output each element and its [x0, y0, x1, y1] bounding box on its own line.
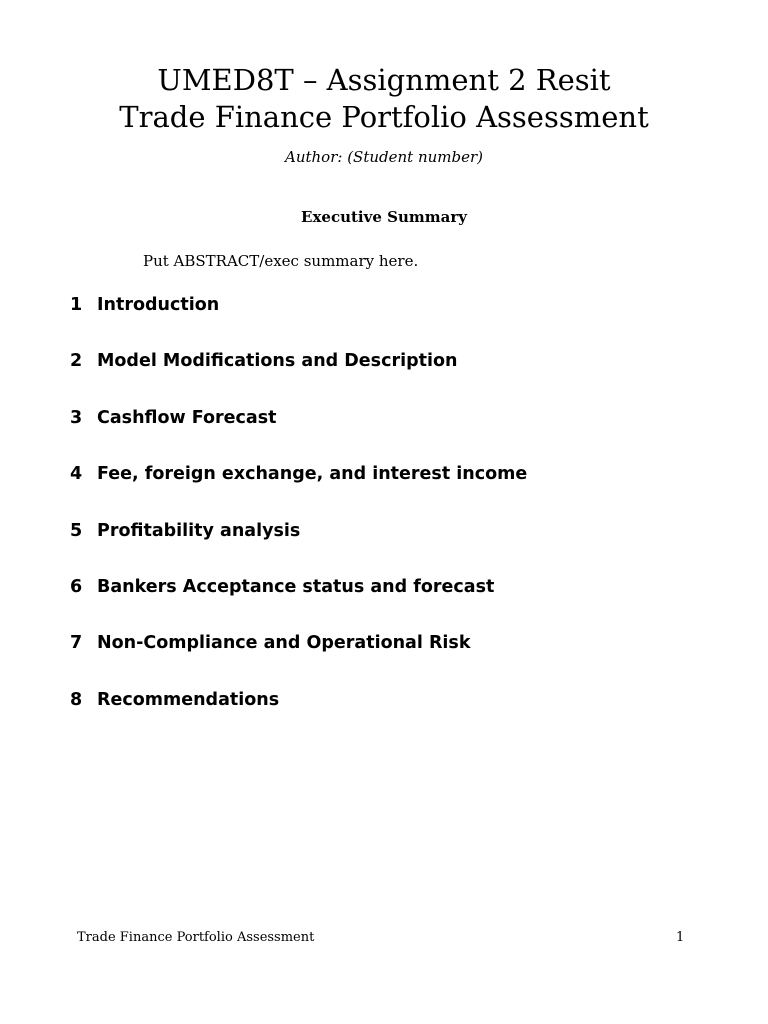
executive-summary-body: Put ABSTRACT/exec summary here. — [143, 252, 419, 270]
section-heading-model-modifications — [70, 350, 457, 372]
document-title-line-2: Trade Finance Portfolio Assessment — [119, 100, 649, 134]
section-title: Bankers Acceptance status and forecast — [97, 577, 495, 597]
section-number: 8 — [70, 690, 83, 710]
footer-title: Trade Finance Portfolio Assessment — [77, 930, 315, 945]
section-heading-fee-fx-interest — [70, 463, 527, 485]
author-line: Author: (Student number) — [284, 148, 483, 166]
section-heading-non-compliance — [70, 632, 471, 654]
section-title: Introduction — [97, 295, 220, 315]
section-number: 1 — [70, 295, 83, 315]
section-heading-profitability — [70, 520, 300, 542]
executive-summary-heading: Executive Summary — [301, 208, 467, 226]
section-number: 6 — [70, 577, 83, 597]
section-title: Cashflow Forecast — [97, 408, 277, 428]
section-number: 2 — [70, 351, 83, 371]
section-heading-introduction — [70, 294, 219, 316]
section-number: 7 — [70, 633, 83, 653]
document-title-line-1: UMED8T – Assignment 2 Resit — [157, 63, 611, 97]
section-heading-recommendations — [70, 689, 279, 711]
section-title: Non-Compliance and Operational Risk — [97, 633, 471, 653]
section-title: Fee, foreign exchange, and interest income — [97, 464, 528, 484]
section-heading-cashflow-forecast — [70, 407, 277, 429]
footer-page-number: 1 — [676, 930, 685, 945]
section-title: Model Modifications and Description — [97, 351, 458, 371]
section-number: 4 — [70, 464, 83, 484]
section-number: 5 — [70, 521, 83, 541]
section-title: Recommendations — [97, 690, 280, 710]
section-heading-bankers-acceptance — [70, 576, 494, 598]
section-title: Profitability analysis — [97, 521, 301, 541]
section-number: 3 — [70, 408, 83, 428]
